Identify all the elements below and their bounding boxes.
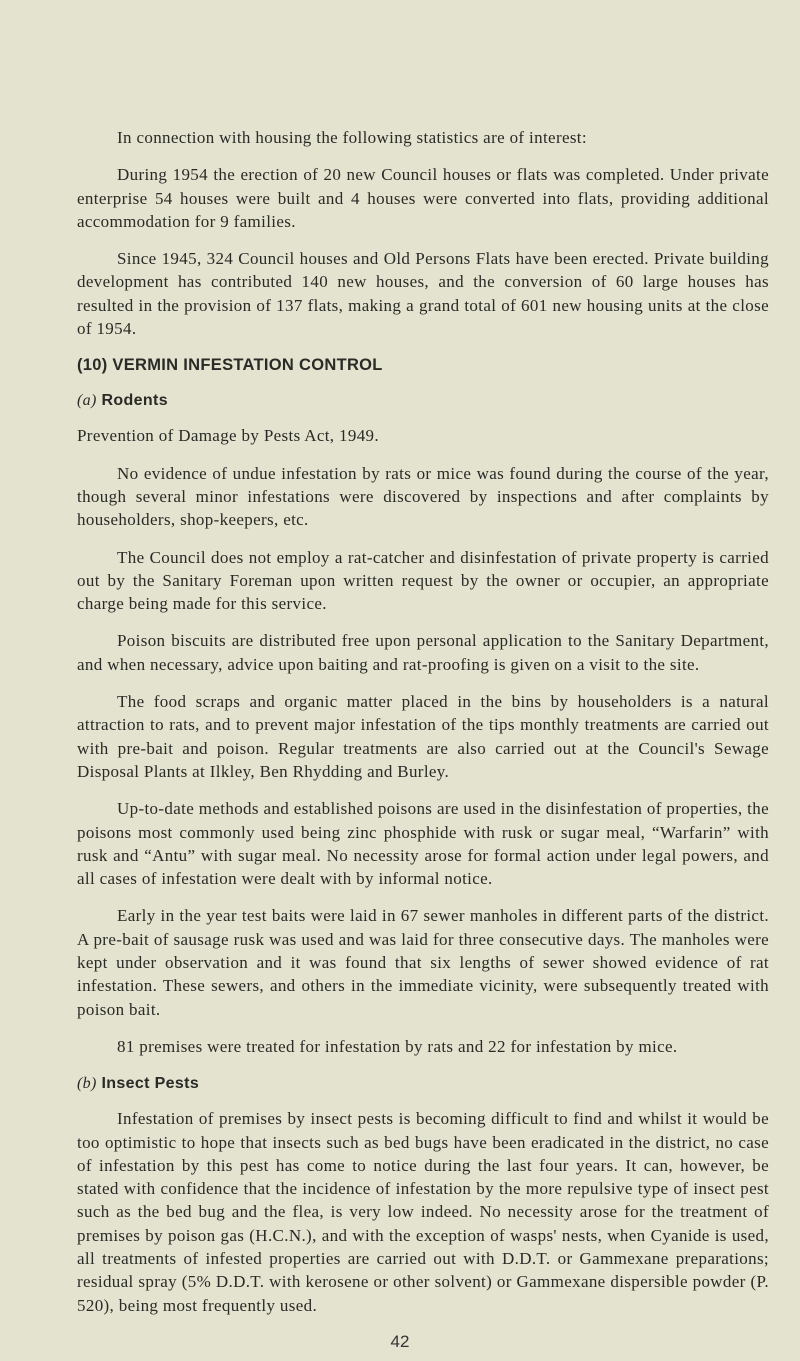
act-reference: Prevention of Damage by Pests Act, 1949. [77, 426, 380, 446]
subsection-letter: (b) [77, 1075, 97, 1093]
housing-paragraph-2: Since 1945, 324 Council houses and Old Persons Flats have been erected. Private building development has contributed 140 new houses, and the conversion of 60 large houses has resulted in the provision of 137 flats, making a grand total of 601 new housing units at the close of 1954. [77, 249, 769, 339]
rodents-paragraph: No evidence of undue infestation by rats or mice was found during the course of the year, though several minor infestations were discovered by inspections and after complaints by householders, shop-keepers, etc. [77, 463, 769, 530]
subsection-letter: (a) [77, 392, 97, 410]
rodents-paragraph: Poison biscuits are distributed free upon personal application to the Sanitary Department, and when necessary, advice upon baiting and rat-proofing is given on a visit to the site. [77, 631, 769, 674]
housing-paragraph-1: During 1954 the erection of 20 new Council houses or flats was completed. Under private enterprise 54 houses were built and 4 houses were converted into flats, providing additional accommodation for 9 families. [77, 165, 769, 231]
section-heading: (10) VERMIN INFESTATION CONTROL [77, 356, 383, 375]
rodents-paragraph: The food scraps and organic matter placed in the bins by householders is a natural attraction to rats, and to prevent major infestation of the tips monthly treatments are carried out with pre-bait and poison. Regular treatments are also carried out at the Council's Sewage Disposal Plants at Ilkley, Ben Rhydding and Burley. [77, 692, 769, 781]
rodents-paragraph: Up-to-date methods and established poisons are used in the disinfestation of properties, the poisons most commonly used being zinc phosphide with rusk or sugar meal, “Warfarin” with rusk and “Antu” with sugar meal. No necessity arose for formal action under legal powers, and all cases of infestation were dealt with by informal notice. [77, 799, 769, 889]
rodents-paragraph: The Council does not employ a rat-catcher and disinfestation of private property is carried out by the Sanitary Foreman upon written request by the owner or occupier, an appropriate charge being made for this service. [77, 547, 769, 614]
subsection-title: Rodents [101, 392, 168, 410]
housing-intro: In connection with housing the following statistics are of interest: [117, 128, 587, 147]
subsection-rodents-heading [77, 389, 769, 412]
document-page [77, 0, 769, 1317]
page-number: 42 [390, 1331, 410, 1351]
insects-paragraph: Infestation of premises by insect pests is becoming difficult to find and whilst it would be too optimistic to hope that insects such as bed bugs have been eradicated in the district, no case of infestation by this pest has come to notice during the last four years. It can, however, be stated with confidence that the incidence of infestation by the more repulsive type of insect pest such as the bed bug and the flea, is very low indeed. No necessity arose for the treatment of premises by poison gas (H.C.N.), and with the exception of wasps' nests, when Cyanide is used, all treatments of infested properties are carried out with D.D.T. or Gammexane preparations; residual spray (5% D.D.T. with kerosene or other solvent) or Gammexane dispersible powder (P. 520), being most frequently used. [77, 1109, 769, 1315]
subsection-insects-heading [77, 1072, 769, 1095]
subsection-title: Insect Pests [101, 1075, 200, 1093]
rodents-paragraph: Early in the year test baits were laid in 67 sewer manholes in different parts of the district. A pre-bait of sausage rusk was used and was laid for three consecutive days. The manholes were kept under observation and it was found that six lengths of sewer showed evidence of rat infestation. These sewers, and others in the immediate vicinity, were subsequently treated with poison bait. [77, 906, 769, 1019]
rodents-paragraph: 81 premises were treated for infestation by rats and 22 for infestation by mice. [117, 1036, 678, 1056]
